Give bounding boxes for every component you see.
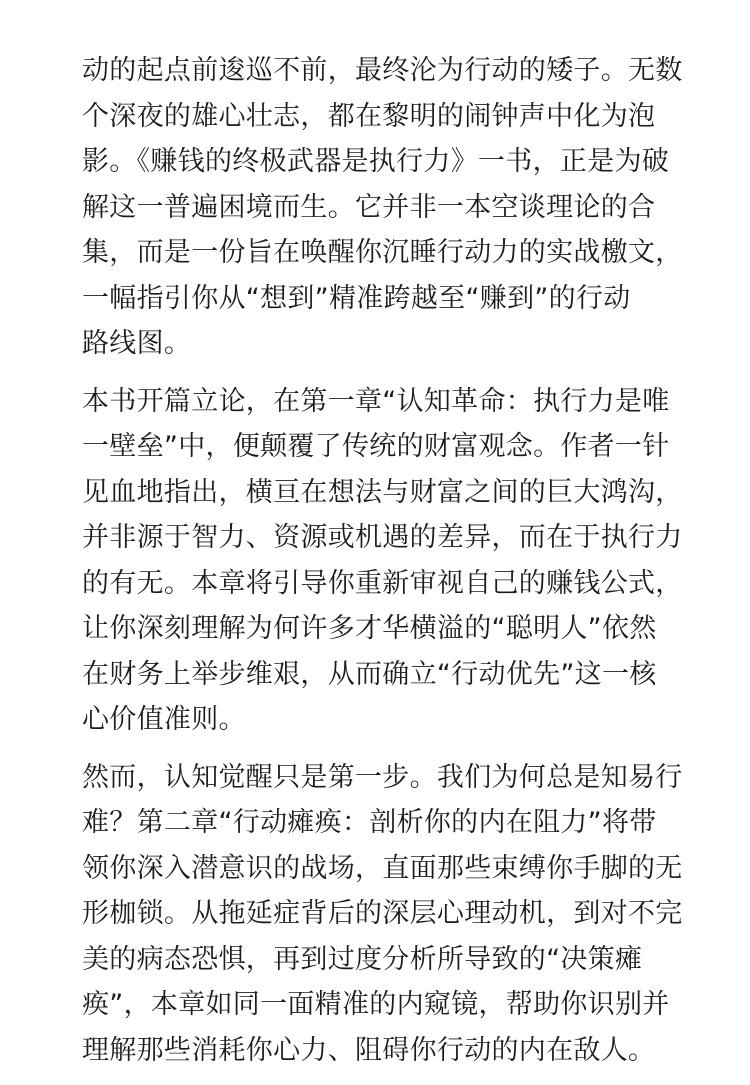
text-line: 个深夜的雄心壮志，都在黎明的闹钟声中化为泡	[82, 100, 656, 132]
text-line: 然而，认知觉醒只是第一步。我们为何总是知易行	[82, 761, 683, 793]
text-line: 动的起点前逡巡不前，最终沦为行动的矮子。无数	[82, 55, 683, 86]
text-line: 让你深刻理解为何许多才华横溢的“聪明人”依然	[82, 613, 657, 644]
paragraph-1	[82, 48, 702, 367]
text-line: 心价值准则。	[82, 704, 246, 735]
text-line: 在财务上举步维艰，从而确立“行动优先”这一核	[82, 658, 657, 690]
text-line: 路线图。	[82, 328, 192, 359]
text-line: 理解那些消耗你心力、阻碍你行动的内在敌人。	[82, 1034, 656, 1066]
text-line: 领你深入潜意识的战场，直面那些束缚你手脚的无	[82, 852, 683, 884]
text-line: 痪”，本章如同一面精准的内窥镜，帮助你识别并	[82, 989, 670, 1020]
text-line: 一壁垒”中，便颠覆了传统的财富观念。作者一针	[82, 431, 670, 462]
paragraph-3	[82, 755, 702, 1074]
text-line: 难？第二章“行动瘫痪：剖析你的内在阻力”将带	[82, 807, 657, 838]
paragraph-2	[82, 379, 702, 743]
text-line: 并非源于智力、资源或机遇的差异，而在于执行力	[82, 522, 683, 553]
text-line: 一幅指引你从“想到”精准跨越至“赚到”的行动	[82, 282, 631, 314]
text-line: 美的病态恐惧，再到过度分析所导致的“决策瘫	[82, 943, 643, 975]
document-body	[82, 48, 702, 1085]
text-line: 的有无。本章将引导你重新审视自己的赚钱公式，	[82, 567, 683, 599]
text-line: 集，而是一份旨在唤醒你沉睡行动力的实战檄文，	[82, 237, 683, 268]
text-line: 见血地指出，横亘在想法与财富之间的巨大鸿沟，	[82, 476, 683, 508]
text-line: 形枷锁。从拖延症背后的深层心理动机，到对不完	[82, 898, 683, 929]
text-line: 本书开篇立论，在第一章“认知革命：执行力是唯	[82, 385, 670, 417]
text-line: 解这一普遍困境而生。它并非一本空谈理论的合	[82, 191, 656, 223]
text-line: 影。《赚钱的终极武器是执行力》一书，正是为破	[82, 146, 670, 177]
